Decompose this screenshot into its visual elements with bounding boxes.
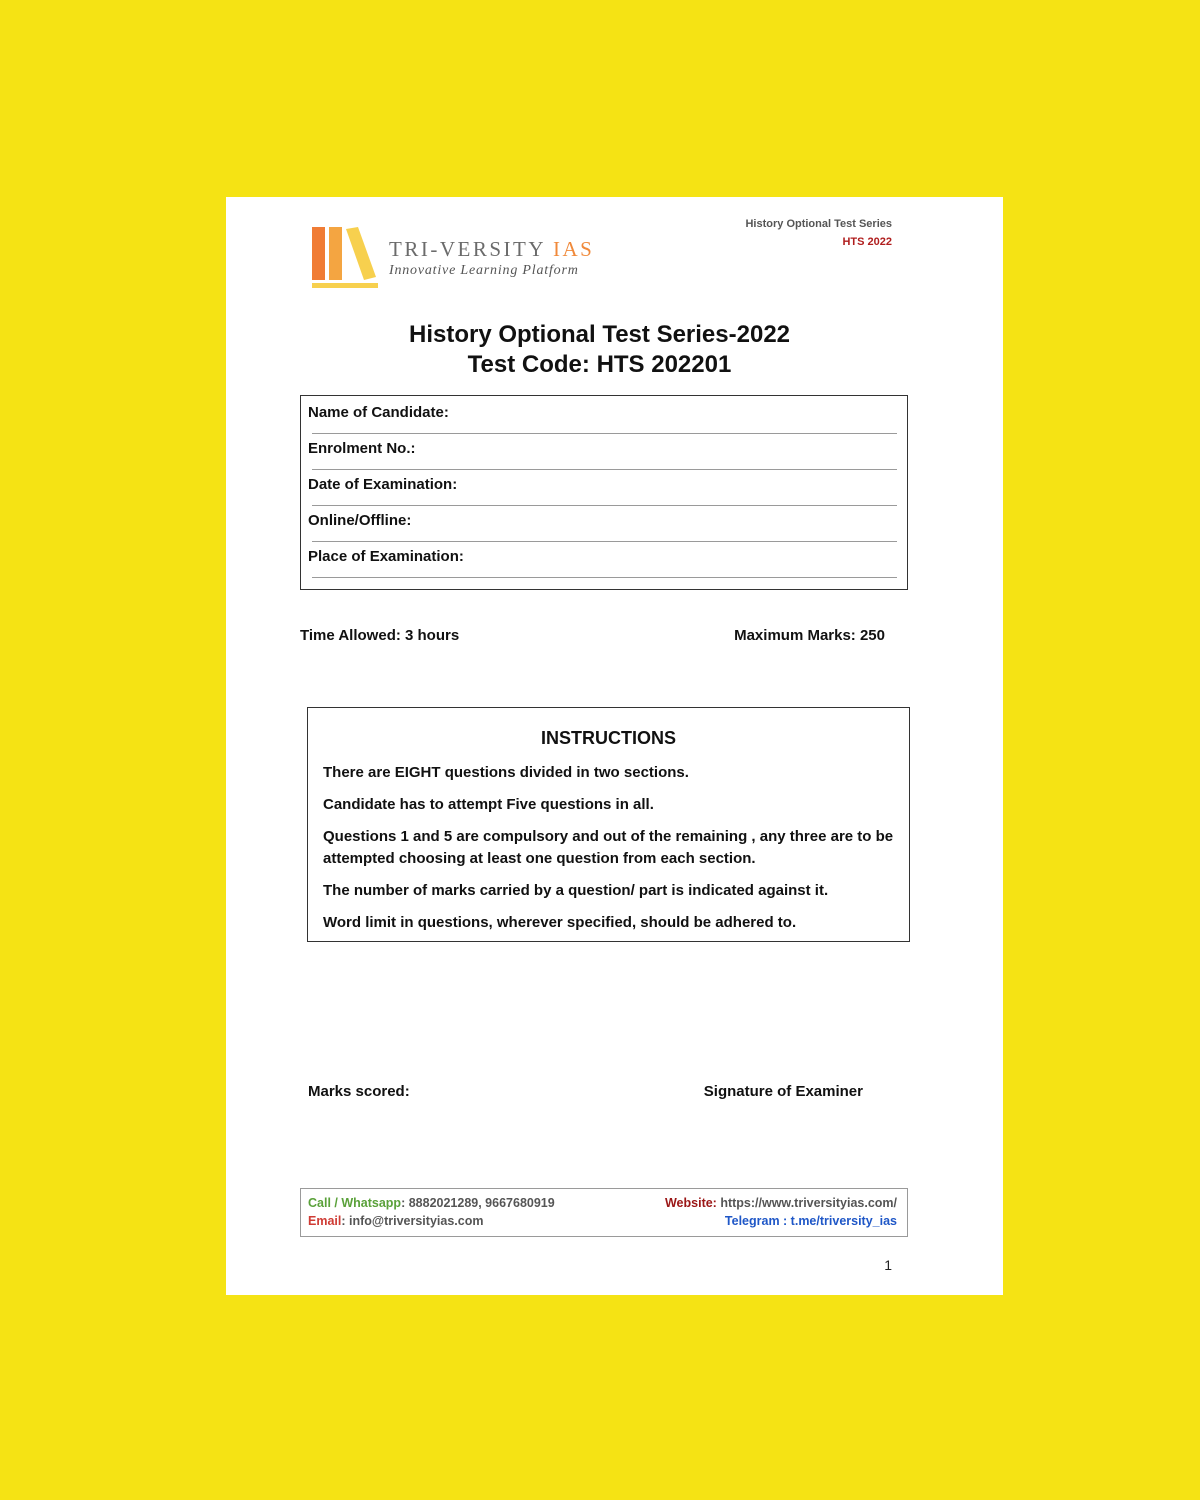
instructions-list <box>323 762 894 944</box>
brand-tagline: Innovative Learning Platform <box>389 263 579 278</box>
instruction-item: Questions 1 and 5 are compulsory and out of the remaining , any three are to be attempted choosing at least one question from each section. <box>323 828 894 867</box>
instruction-item: There are EIGHT questions divided in two sections. <box>323 764 689 781</box>
page-title: History Optional Test Series-2022 <box>408 321 791 348</box>
maximum-marks: Maximum Marks: 250 <box>734 627 885 644</box>
candidate-details-box <box>300 395 908 590</box>
telegram-label: Telegram <box>724 1214 780 1228</box>
exam-date-row[interactable] <box>308 468 897 504</box>
email-label: Email <box>308 1214 342 1228</box>
candidate-name-label: Name of Candidate: <box>308 404 449 421</box>
website-label: Website: <box>664 1196 717 1210</box>
contact-footer <box>300 1188 908 1237</box>
books-logo-icon <box>312 227 382 289</box>
call-label: Call / Whatsapp <box>308 1196 402 1210</box>
page-number: 1 <box>884 1257 892 1273</box>
header-series: History Optional Test Series <box>745 218 892 230</box>
document-page <box>226 197 1003 1295</box>
email-info <box>308 1214 483 1228</box>
instructions-box <box>307 707 910 942</box>
mode-row[interactable] <box>308 504 897 540</box>
website-info <box>665 1196 897 1210</box>
instruction-item: The number of marks carried by a question/ part is indicated against it. <box>323 882 829 899</box>
telegram-link[interactable]: : t.me/triversity_ias <box>779 1214 897 1228</box>
instructions-heading: INSTRUCTIONS <box>541 728 676 748</box>
marks-scored-label: Marks scored: <box>308 1083 410 1100</box>
examiner-signature-label: Signature of Examiner <box>703 1083 863 1100</box>
exam-date-label: Date of Examination: <box>308 476 458 493</box>
enrolment-row[interactable] <box>308 432 897 468</box>
test-code-title: Test Code: HTS 202201 <box>467 351 732 378</box>
instruction-item: Candidate has to attempt Five questions in all. <box>323 796 654 813</box>
brand-logo <box>312 227 612 289</box>
brand-name: TRI-VERSITY IAS <box>389 237 595 261</box>
exam-place-row[interactable] <box>308 540 897 576</box>
time-allowed: Time Allowed: 3 hours <box>300 627 460 644</box>
candidate-name-row[interactable] <box>308 396 897 432</box>
exam-place-label: Place of Examination: <box>308 548 464 565</box>
website-link[interactable]: https://www.triversityias.com/ <box>716 1196 897 1210</box>
exam-place-line <box>312 577 897 578</box>
header-code: HTS 2022 <box>842 236 892 248</box>
email-link[interactable]: : info@triversityias.com <box>341 1214 484 1228</box>
enrolment-label: Enrolment No.: <box>308 440 416 457</box>
call-value[interactable]: : 8882021289, 9667680919 <box>401 1196 555 1210</box>
instruction-item: Word limit in questions, wherever specified, should be adhered to. <box>323 914 797 931</box>
mode-label: Online/Offline: <box>308 512 412 529</box>
telegram-info <box>725 1214 897 1228</box>
call-info <box>308 1196 555 1210</box>
